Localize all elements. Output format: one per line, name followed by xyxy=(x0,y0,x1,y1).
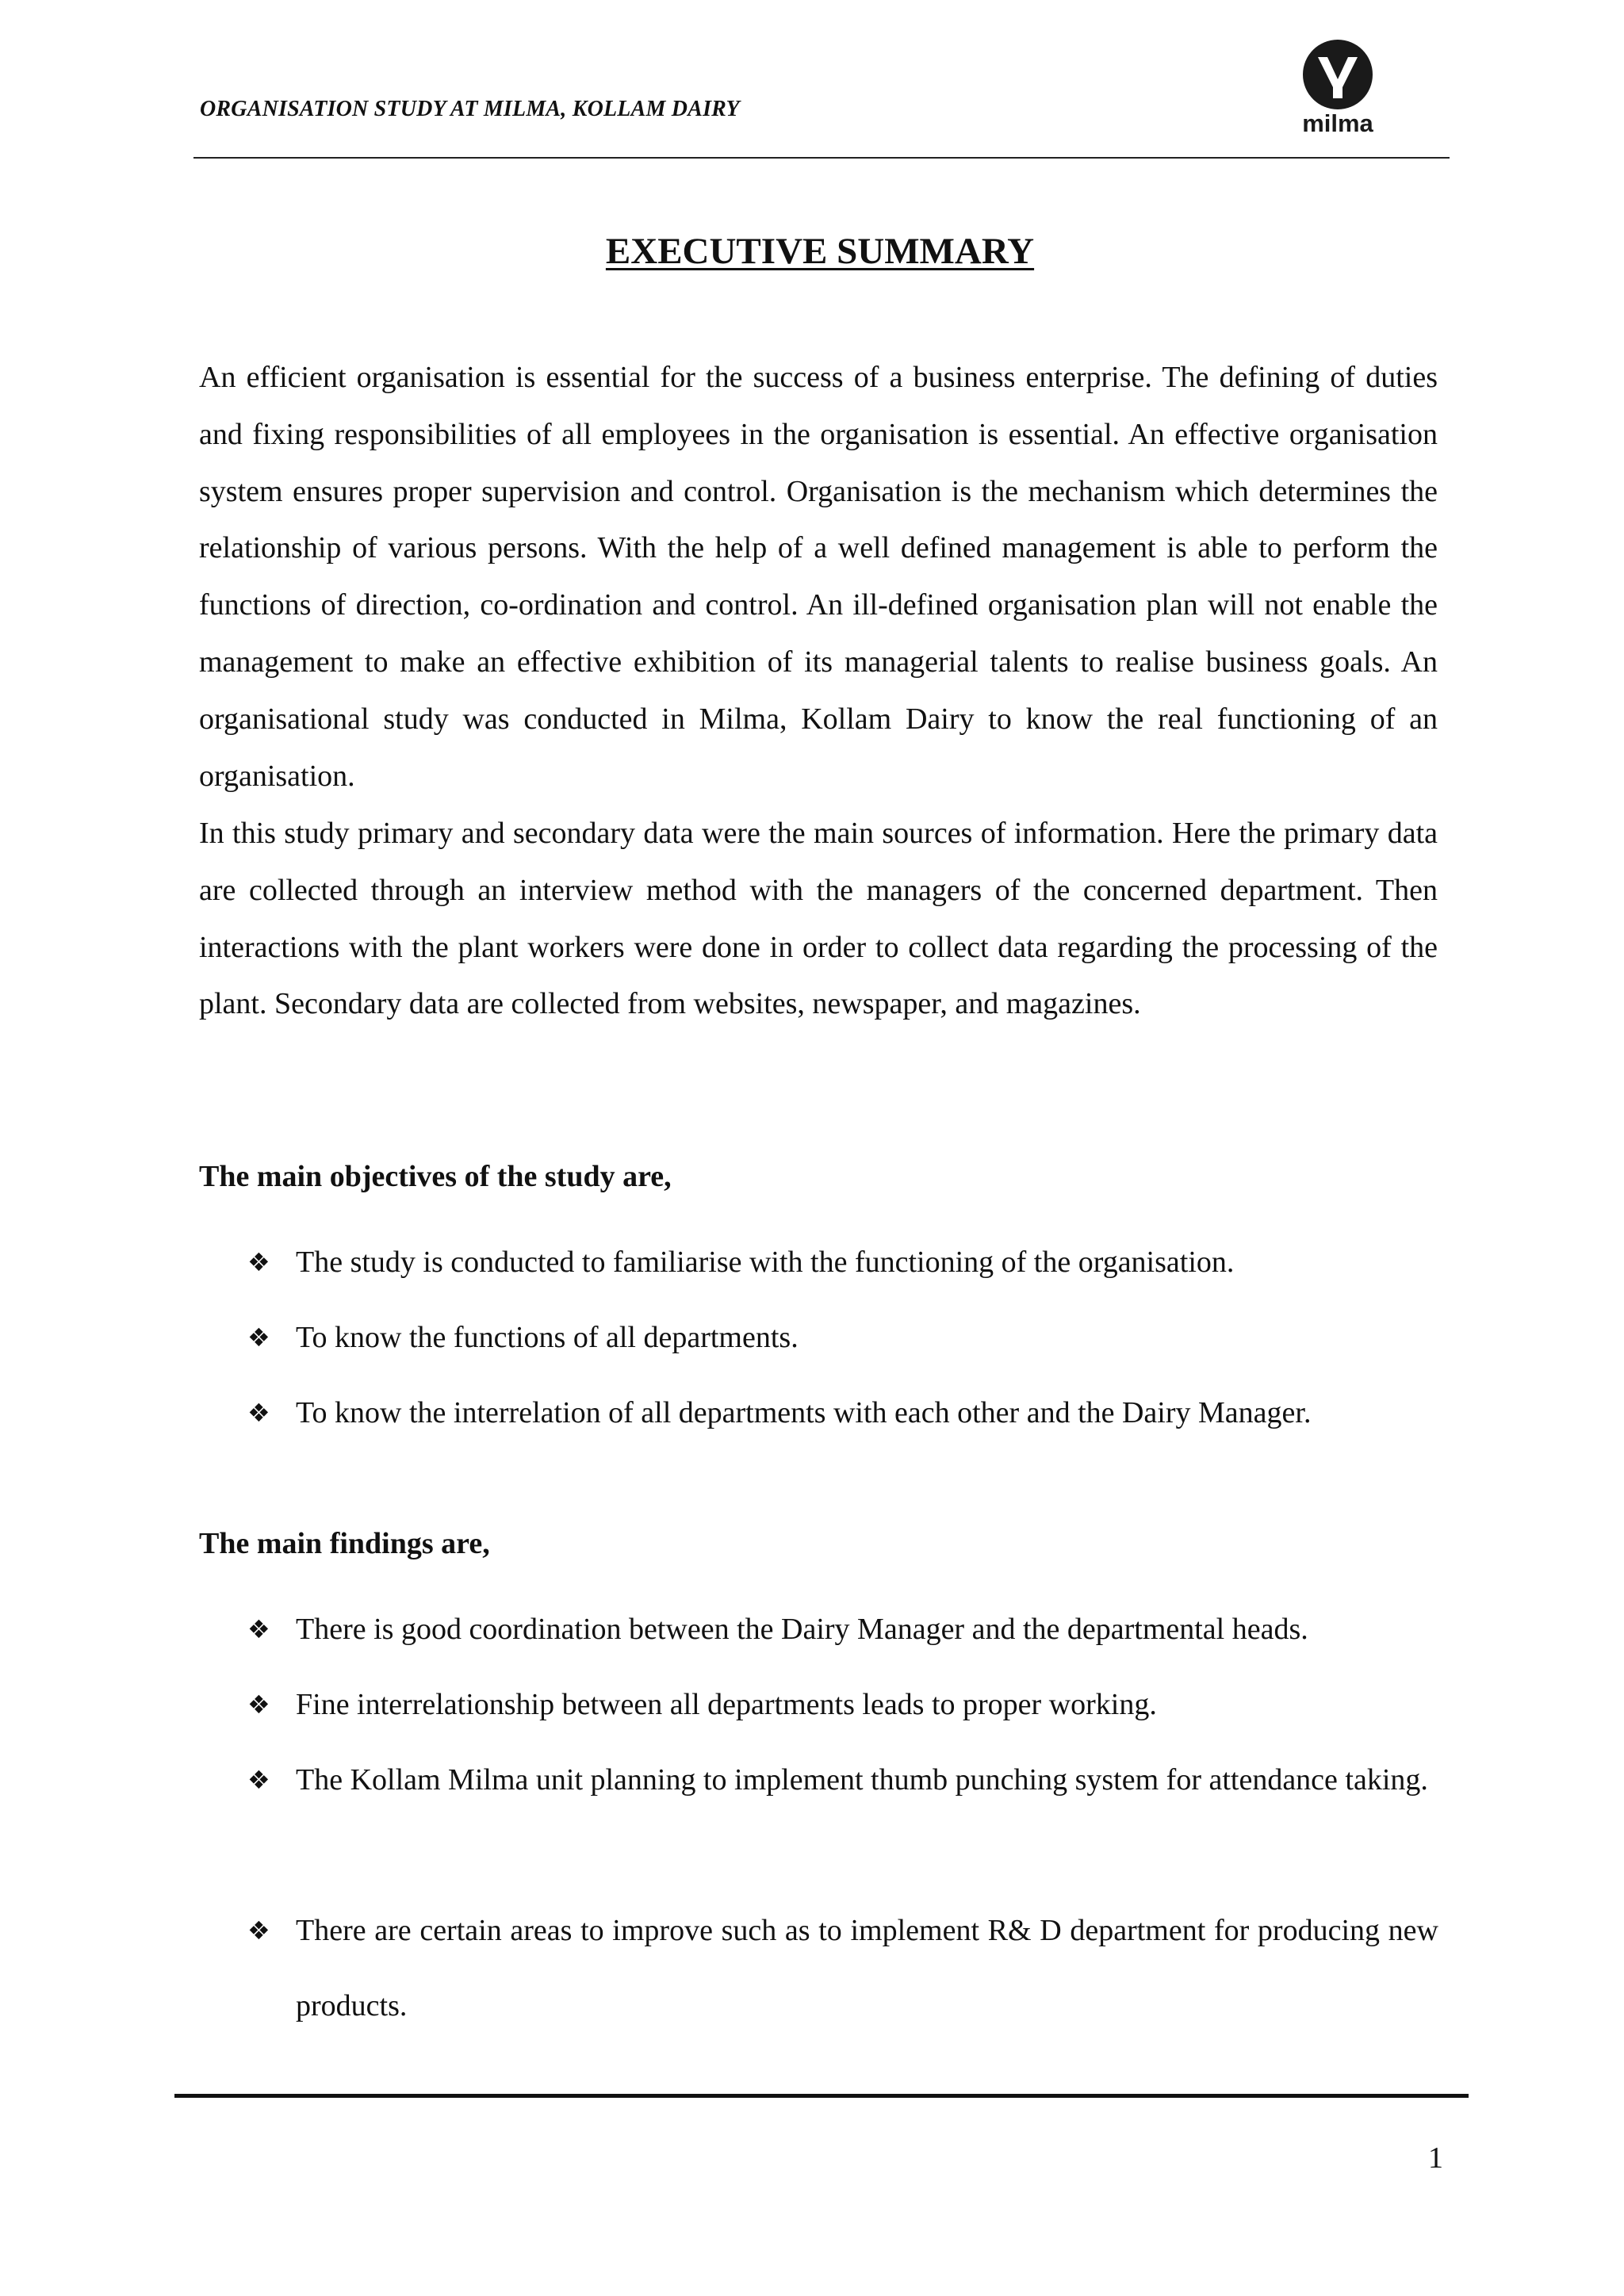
objective-text: To know the functions of all departments. xyxy=(296,1321,799,1354)
diamond-bullet-icon: ❖ xyxy=(247,1614,270,1644)
header-title: ORGANISATION STUDY AT MILMA, KOLLAM DAIRY xyxy=(200,97,740,121)
objective-text: To know the interrelation of all departments with each other and the Dairy Manager. xyxy=(296,1396,1312,1429)
list-item xyxy=(247,1592,1438,1667)
list-item xyxy=(247,1743,1438,1818)
header-divider xyxy=(193,157,1450,159)
finding-text: There are certain areas to improve such as to implement R& D department for producing new products. xyxy=(296,1914,1438,2022)
diamond-bullet-icon: ❖ xyxy=(247,1322,270,1353)
finding-text: There is good coordination between the Dairy Manager and the departmental heads. xyxy=(296,1613,1308,1646)
list-item xyxy=(247,1376,1438,1451)
footer-divider xyxy=(174,2094,1469,2098)
findings-heading: The main findings are, xyxy=(199,1527,490,1560)
page-number: 1 xyxy=(1428,2141,1443,2175)
milma-logo xyxy=(1285,38,1391,141)
logo-text: milma xyxy=(1302,109,1373,137)
finding-text: The Kollam Milma unit planning to implement thumb punching system for attendance taking. xyxy=(296,1763,1428,1797)
list-item xyxy=(247,1893,1438,2044)
list-item xyxy=(247,1225,1438,1300)
page-title: EXECUTIVE SUMMARY xyxy=(605,231,1035,272)
diamond-bullet-icon: ❖ xyxy=(247,1247,270,1277)
objective-text: The study is conducted to familiarise with the functioning of the organisation. xyxy=(296,1246,1235,1279)
summary-paragraph-2: In this study primary and secondary data were the main sources of information. Here the primary data are collected through an interview method with the managers of the concerned department. Then interactions with the plant workers were done in order to collect data regarding the processing of the plant. Secondary data are collected from websites, newspaper, and magazines. xyxy=(199,817,1438,1021)
diamond-bullet-icon: ❖ xyxy=(247,1398,270,1428)
objectives-heading: The main objectives of the study are, xyxy=(199,1160,672,1193)
list-item xyxy=(247,1667,1438,1743)
diamond-bullet-icon: ❖ xyxy=(247,1689,270,1720)
milma-logo-icon xyxy=(1285,38,1391,111)
diamond-bullet-icon: ❖ xyxy=(247,1915,270,1946)
diamond-bullet-icon: ❖ xyxy=(247,1765,270,1795)
finding-text: Fine interrelationship between all departments leads to proper working. xyxy=(296,1688,1157,1721)
list-item xyxy=(247,1300,1438,1376)
summary-paragraph-1: An efficient organisation is essential for the success of a business enterprise. The defining of duties and fixing responsibilities of all employees in the organisation is essential. An effective organisation system ensures proper supervision and control. Organisation is the mechanism which determines the relationship of various persons. With the help of a well defined management is able to perform the functions of direction, co-ordination and control. An ill-defined organisation plan will not enable the management to make an effective exhibition of its managerial talents to realise business goals. An organisational study was conducted in Milma, Kollam Dairy to know the real functioning of an organisation. xyxy=(199,361,1438,793)
